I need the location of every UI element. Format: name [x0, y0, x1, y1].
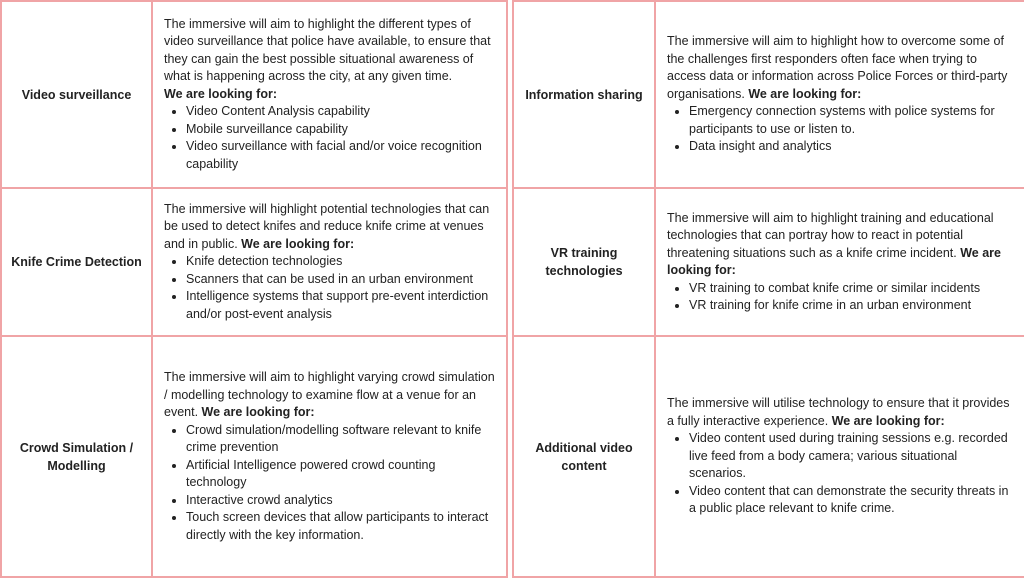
category-label: Information sharing [513, 1, 655, 188]
list-item: • Artificial Intelligence powered crowd counting technology [186, 457, 496, 492]
list-item: • VR training for knife crime in an urban environment [689, 297, 1014, 315]
list-item: • Data insight and analytics [689, 138, 1014, 156]
description-text [164, 201, 496, 254]
left-table [0, 0, 508, 578]
list-item: • Video content that can demonstrate the security threats in a public place relevant to knife crime. [689, 483, 1014, 518]
requirements-list [164, 422, 496, 545]
list-item: • Interactive crowd analytics [186, 492, 496, 510]
category-label: Additional video content [513, 336, 655, 577]
right-table [512, 0, 1024, 578]
description-text [667, 395, 1014, 430]
table-row [1, 336, 507, 577]
description-cell [655, 336, 1024, 577]
looking-for-heading: We are looking for: [748, 86, 862, 101]
intro-text: The immersive will aim to highlight varying crowd simulation / modelling technology to examine flow at a venue for an event. [164, 370, 495, 419]
list-item: • Video surveillance with facial and/or voice recognition capability [186, 138, 496, 173]
requirements-list [164, 253, 496, 323]
list-item: • Knife detection technologies [186, 253, 496, 271]
table-row [513, 336, 1024, 577]
category-label: Video surveillance [1, 1, 152, 188]
table-row [513, 1, 1024, 188]
requirements-list [667, 280, 1014, 315]
category-label: Crowd Simulation / Modelling [1, 336, 152, 577]
table-row [1, 188, 507, 336]
requirements-list [667, 430, 1014, 518]
description-cell [152, 188, 507, 336]
table-row [1, 1, 507, 188]
description-text [164, 16, 496, 104]
looking-for-heading: We are looking for: [241, 236, 355, 251]
list-item: • Video content used during training sessions e.g. recorded live feed from a body camera; various situational scenarios. [689, 430, 1014, 483]
looking-for-heading: We are looking for: [667, 245, 1001, 277]
list-item: • Scanners that can be used in an urban environment [186, 271, 496, 289]
description-cell [655, 1, 1024, 188]
list-item: • Touch screen devices that allow participants to interact directly with the key information. [186, 509, 496, 544]
description-text [164, 369, 496, 422]
list-item: • Mobile surveillance capability [186, 121, 496, 139]
description-cell [152, 336, 507, 577]
intro-text: The immersive will highlight potential technologies that can be used to detect knifes and reduce knife crime at venues and in public. [164, 201, 490, 251]
intro-text: The immersive will utilise technology to ensure that it provides a fully interactive experience. [667, 396, 1010, 428]
list-item: • Video Content Analysis capability [186, 103, 496, 121]
looking-for-heading: We are looking for: [831, 413, 945, 428]
description-cell [655, 188, 1024, 336]
description-text [667, 210, 1014, 280]
intro-text: The immersive will aim to highlight how to overcome some of the challenges first responders often face when trying to access data or information across Police Forces or third-party organisations. [667, 34, 1008, 101]
list-item: • Emergency connection systems with police systems for participants to use or listen to. [689, 103, 1014, 138]
category-label: Knife Crime Detection [1, 188, 152, 336]
description-text [667, 33, 1014, 103]
description-cell [152, 1, 507, 188]
requirements-list [164, 103, 496, 173]
looking-for-heading: We are looking for: [164, 86, 277, 101]
list-item: • VR training to combat knife crime or similar incidents [689, 280, 1014, 298]
list-item: • Crowd simulation/modelling software relevant to knife crime prevention [186, 422, 496, 457]
table-row [513, 188, 1024, 336]
intro-text: The immersive will aim to highlight training and educational technologies that can portray how to react in potential threatening situations such as a knife crime incident. [667, 210, 994, 260]
category-label: VR training technologies [513, 188, 655, 336]
intro-text: The immersive will aim to highlight the different types of video surveillance that police have available, to ensure that they can gain the best possible situational awareness of what is happening across the city, at any given time. [164, 16, 491, 84]
requirements-list [667, 103, 1014, 156]
looking-for-heading: We are looking for: [201, 405, 315, 419]
list-item: • Intelligence systems that support pre-event interdiction and/or post-event analysis [186, 288, 496, 323]
